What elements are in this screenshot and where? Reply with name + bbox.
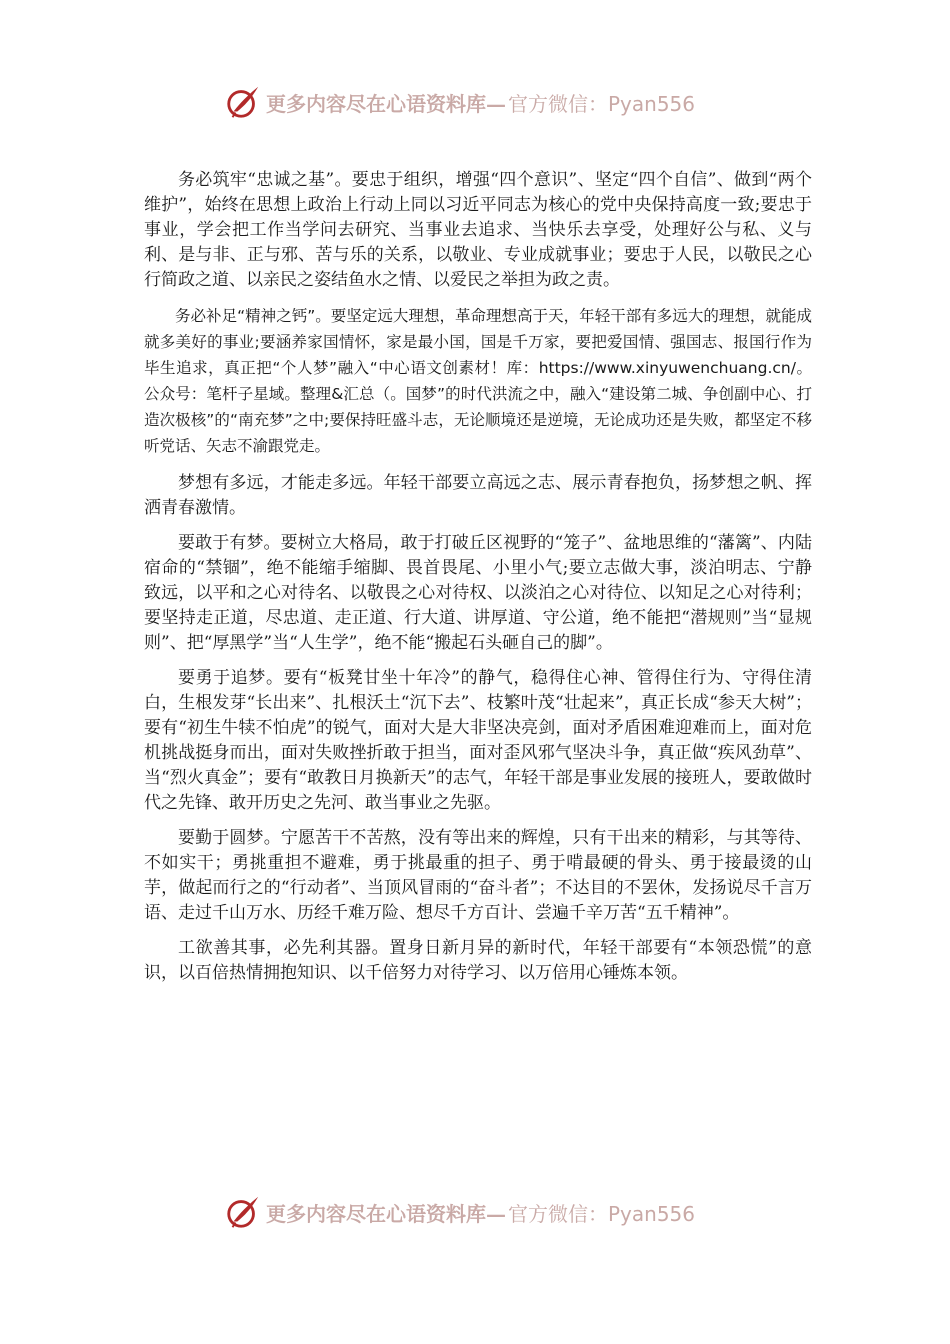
quill-pen-circle-icon [224,1193,262,1231]
quill-pen-circle-icon [224,83,262,121]
footer-brand: 更多内容尽在心语资料库— [266,1201,506,1226]
document-body [144,168,812,996]
header-brand: 更多内容尽在心语资料库— [266,91,506,116]
paragraph-spirit: 务必补足“精神之钙”。要坚定远大理想，革命理想高于天，年轻干部有多远大的理想，就能成就多美好的事业;要涵养家国情怀，家是最小国，国是千万家，要把爱国情、强国志、报国行作为毕生追求，真正把“个人梦”融入“中心语文创素材！库：https://www.xinyuwenchuang.cn/。公众号：笔杆子星域。整理&汇总（。国梦”的时代洪流之中，融入“建设第二城、争创副中心、打造次极核”的“南充梦”之中;要保持旺盛斗志，无论顺境还是逆境，无论成功还是失败，都坚定不移听党话、矢志不渝跟党走。 [144,307,812,455]
paragraph-loyalty: 务必筑牢“忠诚之基”。要忠于组织，增强“四个意识”、坚定“四个自信”、做到“两个维护”，始终在思想上政治上行动上同以习近平同志为核心的党中央保持高度一致;要忠于事业，学会把工作当学问去研究、当事业去追求、当快乐去享受，处理好公与私、义与利、是与非、正与邪、苦与乐的关系，以敬业、专业成就事业；要忠于人民，以敬民之心行简政之道、以亲民之姿结鱼水之情、以爱民之举担为政之责。 [144,170,812,290]
paragraph-chase-dream: 要勇于追梦。要有“板凳甘坐十年冷”的静气，稳得住心神、管得住行为、守得住清白，生根发芽“长出来”、扎根沃土“沉下去”、枝繁叶茂“壮起来”，真正长成“参天大树”；要有“初生牛犊不怕虎”的锐气，面对大是大非坚决亮剑，面对矛盾困难迎难而上，面对危机挑战挺身而出，面对失败挫折敢于担当，面对歪风邪气坚决斗争，真正做“疾风劲草”、当“烈火真金”；要有“敢教日月换新天”的志气，年轻干部是事业发展的接班人，要敢做时代之先锋、敢开历史之先河、敢当事业之先驱。 [144,668,812,813]
header-banner [224,82,695,122]
paragraph-fulfil-dream: 要勤于圆梦。宁愿苦干不苦熬，没有等出来的辉煌，只有干出来的精彩，与其等待、不如实干；勇挑重担不避难，勇于挑最重的担子、勇于啃最硬的骨头、勇于接最烫的山芋，做起而行之的“行动者”、当顶风冒雨的“奋斗者”；不达目的不罢休，发扬说尽千言万语、走过千山万水、历经千难万险、想尽千方百计、尝遍千辛万苦“五千精神”。 [144,828,812,923]
footer-banner [224,1192,695,1232]
paragraph-dare-to-dream: 要敢于有梦。要树立大格局，敢于打破丘区视野的“笼子”、盆地思维的“藩篱”、内陆宿命的“禁锢”，绝不能缩手缩脚、畏首畏尾、小里小气;要立志做大事，淡泊明志、宁静致远，以平和之心对待名、以敬畏之心对待权、以淡泊之心对待位、以知足之心对待利；要坚持走正道，尽忠道、走正道、行大道、讲厚道、守公道，绝不能把“潜规则”当“显规则”、把“厚黑学”当“人生学”，绝不能“搬起石头砸自己的脚”。 [144,533,812,653]
paragraph-tools: 工欲善其事，必先利其器。置身日新月异的新时代，年轻干部要有“本领恐慌”的意识，以百倍热情拥抱知识、以千倍努力对待学习、以万倍用心锤炼本领。 [144,938,812,983]
paragraph-dream-intro: 梦想有多远，才能走多远。年轻干部要立高远之志、展示青春抱负，扬梦想之帆、挥洒青春激情。 [144,473,812,518]
footer-contact: 官方微信：Pyan556 [508,1201,696,1226]
header-contact: 官方微信：Pyan556 [508,91,696,116]
